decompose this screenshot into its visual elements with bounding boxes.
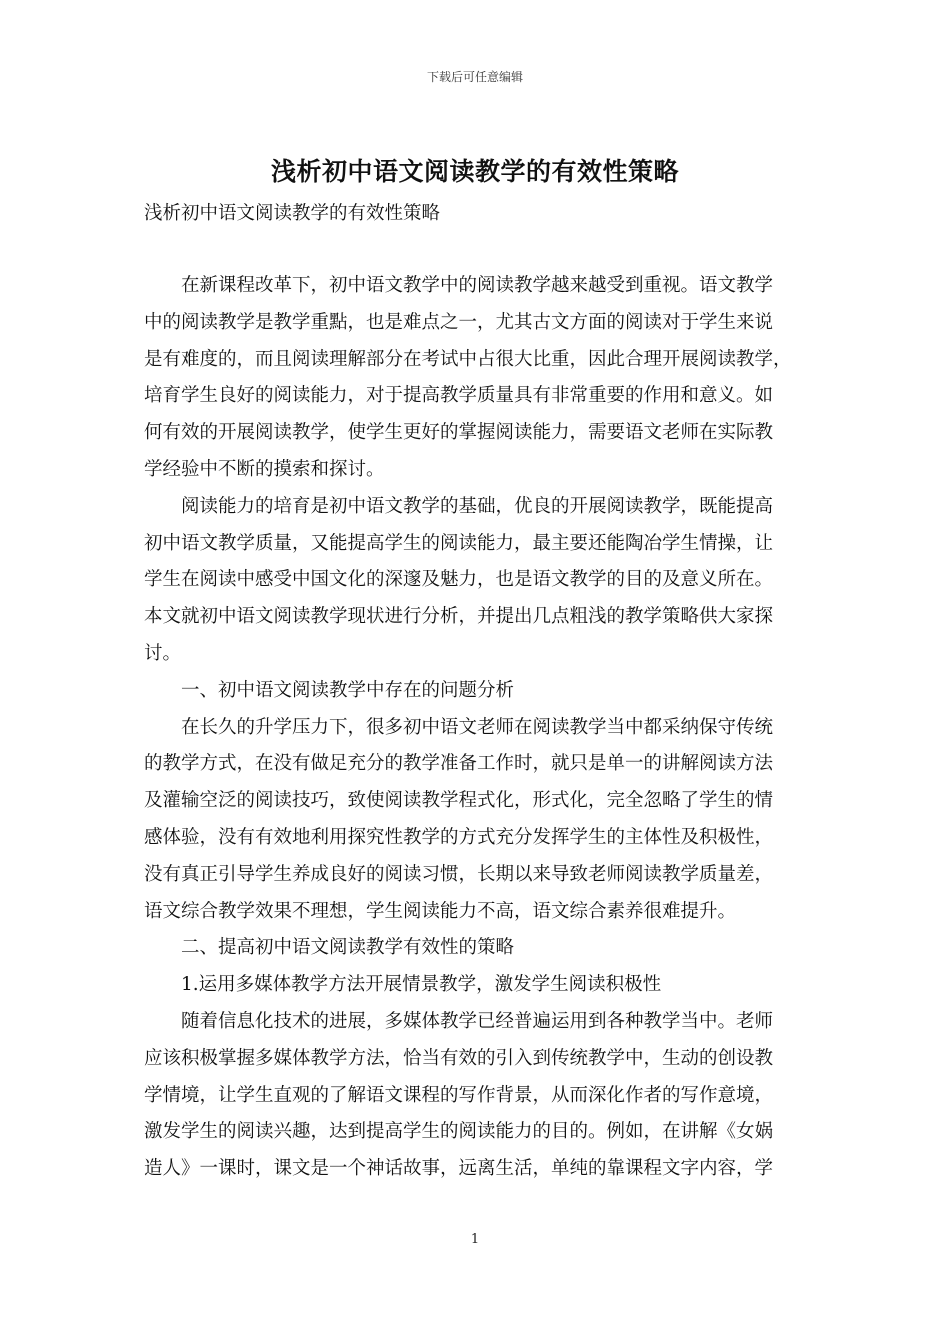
section-heading-strategies: 二、提高初中语文阅读教学有效性的策略 [181, 937, 515, 959]
paragraph-intro: 在新课程改革下，初中语文教学中的阅读教学越来越受到重视。语文教学 中的阅读教学是教学重點，也是难点之一，尤其古文方面的阅读对于学生来说 是有难度的，而且阅读理解部分在考试中占很大比重，因此合理开展阅读教学， 培育学生良好的阅读能力，对于提高教学质量具有非常重要的作用和意义。如 何有效的开展阅读教学，使学生更好的掌握阅读能力，需要语文老师在实际教 学经验中不断的摸索和探讨。 [144, 275, 792, 480]
document-title: 浅析初中语文阅读教学的有效性策略 [270, 157, 679, 186]
section-heading-problems: 一、初中语文阅读教学中存在的问题分析 [181, 679, 515, 701]
page-header-note: 下载后可任意编辑 [426, 70, 523, 84]
paragraph-reading-ability: 阅读能力的培育是初中语文教学的基础，优良的开展阅读教学，既能提高 初中语文教学质量，又能提高学生的阅读能力，最主要还能陶冶学生情操，让 学生在阅读中感受中国文化的深邃及魅力，也是语文教学的目的及意义所在。 本文就初中语文阅读教学现状进行分析，并提出几点粗浅的教学策略供大家探 讨。 [144, 495, 774, 664]
paragraph-multimedia: 随着信息化技术的进展，多媒体教学已经普遍运用到各种教学当中。老师 应该积极掌握多媒体教学方法，恰当有效的引入到传统教学中，生动的创设教 学情境，让学生直观的了解语文课程的写作背景，从而深化作者的写作意境， 激发学生的阅读兴趣，达到提高学生的阅读能力的目的。例如，在讲解《女娲 造人》一课时，课文是一个神话故事，远离生活，单纯的靠课程文字内容，学 [144, 1010, 774, 1180]
page-number: 1 [470, 1232, 480, 1247]
document-body [144, 268, 812, 1188]
paragraph-problems: 在长久的升学压力下，很多初中语文老师在阅读教学当中都采纳保守传统 的教学方式，在没有做足充分的教学准备工作时，就只是单一的讲解阅读方法 及灌输空泛的阅读技巧，致使阅读教学程式化，形式化，完全忽略了学生的情 感体验，没有有效地利用探究性教学的方式充分发挥学生的主体性及积极性， 没有真正引导学生养成良好的阅读习惯，长期以来导致老师阅读教学质量差， 语文综合教学效果不理想，学生阅读能力不高，语文综合素养很难提升。 [144, 716, 774, 922]
document-subtitle: 浅析初中语文阅读教学的有效性策略 [144, 203, 441, 224]
subsection-heading-multimedia: 1.运用多媒体教学方法开展情景教学，激发学生阅读积极性 [181, 974, 662, 996]
